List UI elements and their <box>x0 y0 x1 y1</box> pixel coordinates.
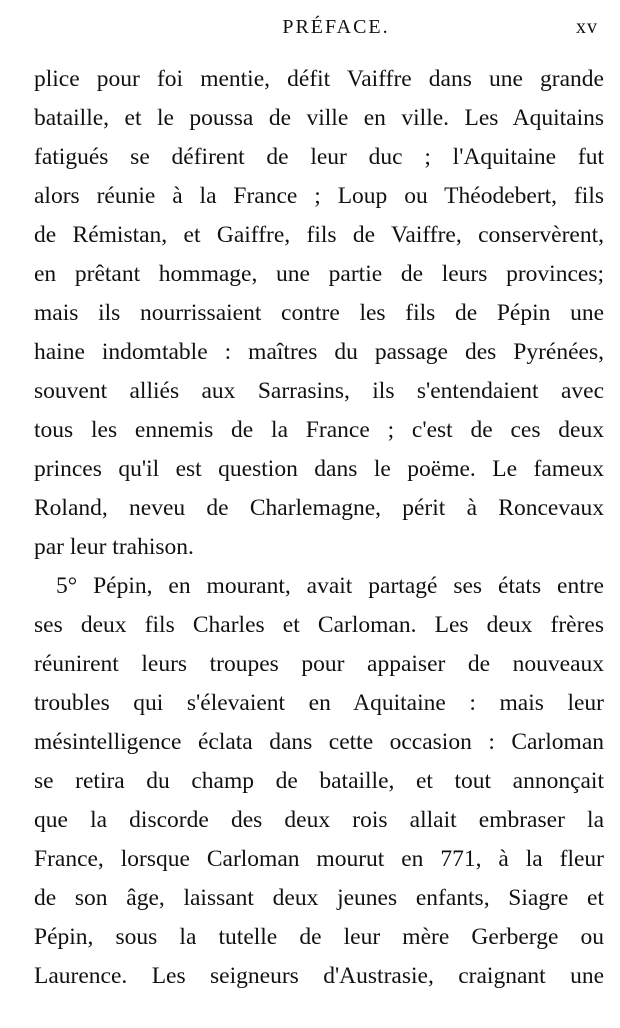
text-line: Laurence. Les seigneurs d'Austrasie, craignant une <box>34 963 604 989</box>
text-line: princes qu'il est question dans le poëme. Le fameux <box>34 456 604 482</box>
text-line: bataille, et le poussa de ville en ville. Les Aquitains <box>34 105 604 131</box>
text-line: tous les ennemis de la France ; c'est de ces deux <box>34 417 604 443</box>
running-title: PRÉFACE. <box>282 16 390 38</box>
text-line: réunirent leurs troupes pour appaiser de nouveaux <box>34 651 604 677</box>
text-line: plice pour foi mentie, défit Vaiffre dans une grande <box>34 66 604 92</box>
text-line: haine indomtable : maîtres du passage des Pyrénées, <box>34 339 604 365</box>
text-line: de Rémistan, et Gaiffre, fils de Vaiffre, conservèrent, <box>34 222 604 248</box>
page-number: xv <box>576 16 598 38</box>
paragraph-2 <box>34 567 604 996</box>
text-line: France, lorsque Carloman mourut en 771, à la fleur <box>34 846 604 872</box>
text-line: Pépin, sous la tutelle de leur mère Gerberge ou <box>34 924 604 950</box>
text-line: mésintelligence éclata dans cette occasion : Carloman <box>34 729 604 755</box>
text-line: se retira du champ de bataille, et tout annonçait <box>34 768 604 794</box>
text-line: ses deux fils Charles et Carloman. Les deux frères <box>34 612 604 638</box>
text-line: 5° Pépin, en mourant, avait partagé ses états entre <box>56 573 604 599</box>
text-line: que la discorde des deux rois allait embraser la <box>34 807 604 833</box>
text-line: Roland, neveu de Charlemagne, périt à Roncevaux <box>34 495 604 521</box>
text-line: mais ils nourrissaient contre les fils de Pépin une <box>34 300 604 326</box>
text-line: par leur trahison. <box>34 534 194 560</box>
text-line: souvent alliés aux Sarrasins, ils s'entendaient avec <box>34 378 604 404</box>
text-line: en prêtant hommage, une partie de leurs provinces; <box>34 261 604 287</box>
text-line: alors réunie à la France ; Loup ou Théodebert, fils <box>34 183 604 209</box>
text-line: de son âge, laissant deux jeunes enfants, Siagre et <box>34 885 604 911</box>
page-header <box>34 16 598 46</box>
text-line: fatigués se défirent de leur duc ; l'Aquitaine fut <box>34 144 604 170</box>
text-line: troubles qui s'élevaient en Aquitaine : mais leur <box>34 690 604 716</box>
paragraph-1 <box>34 60 604 567</box>
body-text <box>34 60 604 996</box>
